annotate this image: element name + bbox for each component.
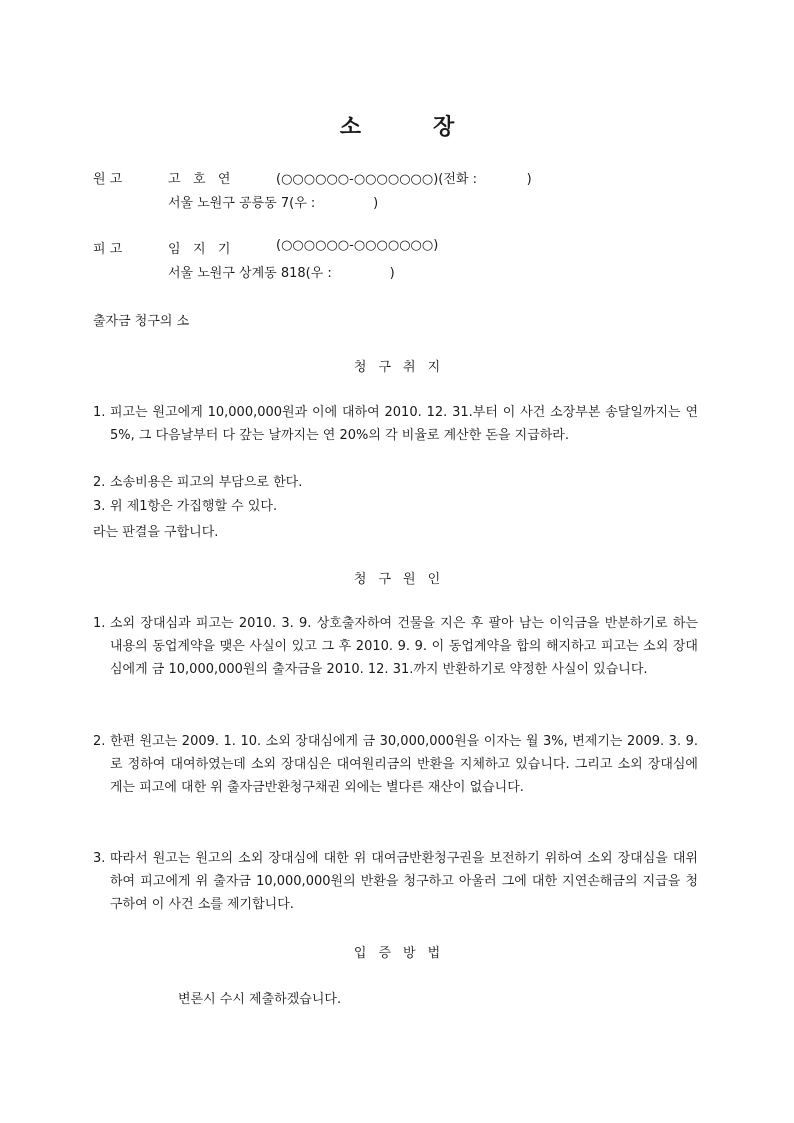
claim-purpose-item-2: 2. 소송비용은 피고의 부담으로 한다.: [93, 475, 303, 490]
plaintiff-address: 서울 노원구 공릉동 7(우 : ): [168, 196, 379, 211]
claim-purpose-closing: 라는 판결을 구합니다.: [93, 525, 219, 540]
claim-cause-item-1: 1. 소외 장대심과 피고는 2010. 3. 9. 상호출자하여 건물을 지은 후 팔아 남는 이익금을 반분하기로 하는 내용의 동업계약을 맺은 사실이 있고 그 후 2010. 9. 9. 이 동업계약을 합의 해지하고 피고는 소외 장대심에게 금 10,000,000원의 출자금을 2010. 12. 31.까지 반환하기로 약정한 사실이 있습니다.: [93, 616, 698, 677]
title-char-2: 장: [433, 115, 455, 140]
claim-purpose-item-3: 3. 위 제1항은 가집행할 수 있다.: [93, 499, 278, 514]
claim-purpose-heading: 청 구 취 지: [353, 360, 441, 375]
defendant-label: 피 고: [93, 242, 123, 257]
defendant-id: (○○○○○○-○○○○○○○): [276, 238, 439, 253]
defendant-address: 서울 노원구 상계동 818(우 : ): [168, 266, 395, 281]
document-title: [0, 110, 794, 141]
claim-purpose-item-1: 1. 피고는 원고에게 10,000,000원과 이에 대하여 2010. 12. 31.부터 이 사건 소장부본 송달일까지는 연 5%, 그 다음날부터 다 갚는 날까지는 연 20%의 각 비율로 계산한 돈을 지급하라.: [93, 405, 698, 443]
claim-cause-item-3: 3. 따라서 원고는 원고의 소외 장대심에 대한 위 대여금반환청구권을 보전하기 위하여 소외 장대심을 대위하여 피고에게 위 출자금 10,000,000원의 반환을 청구하고 아울러 그에 대한 지연손해금의 지급을 청구하여 이 사건 소를 제기합니다.: [93, 851, 698, 912]
case-title: 출자금 청구의 소: [93, 314, 190, 329]
plaintiff-name: 고 호 연: [168, 172, 231, 187]
title-char-1: 소: [339, 115, 361, 140]
plaintiff-id: (○○○○○○-○○○○○○○)(전화 : ): [276, 172, 532, 187]
claim-cause-item-2: 2. 한편 원고는 2009. 1. 10. 소외 장대심에게 금 30,000,000원을 이자는 월 3%, 변제기는 2009. 3. 9.로 정하여 대여하였는데 소외 장대심은 대여원리금의 반환을 지체하고 있습니다. 그리고 소외 장대심에게는 피고에 대한 위 출자금반환청구채권 외에는 별다른 재산이 없습니다.: [93, 734, 698, 795]
defendant-name: 임 지 기: [168, 242, 231, 257]
claim-cause-heading: 청 구 원 인: [353, 572, 441, 587]
evidence-text: 변론시 수시 제출하겠습니다.: [178, 992, 342, 1007]
plaintiff-label: 원 고: [93, 172, 123, 187]
evidence-heading: 입 증 방 법: [353, 946, 441, 961]
